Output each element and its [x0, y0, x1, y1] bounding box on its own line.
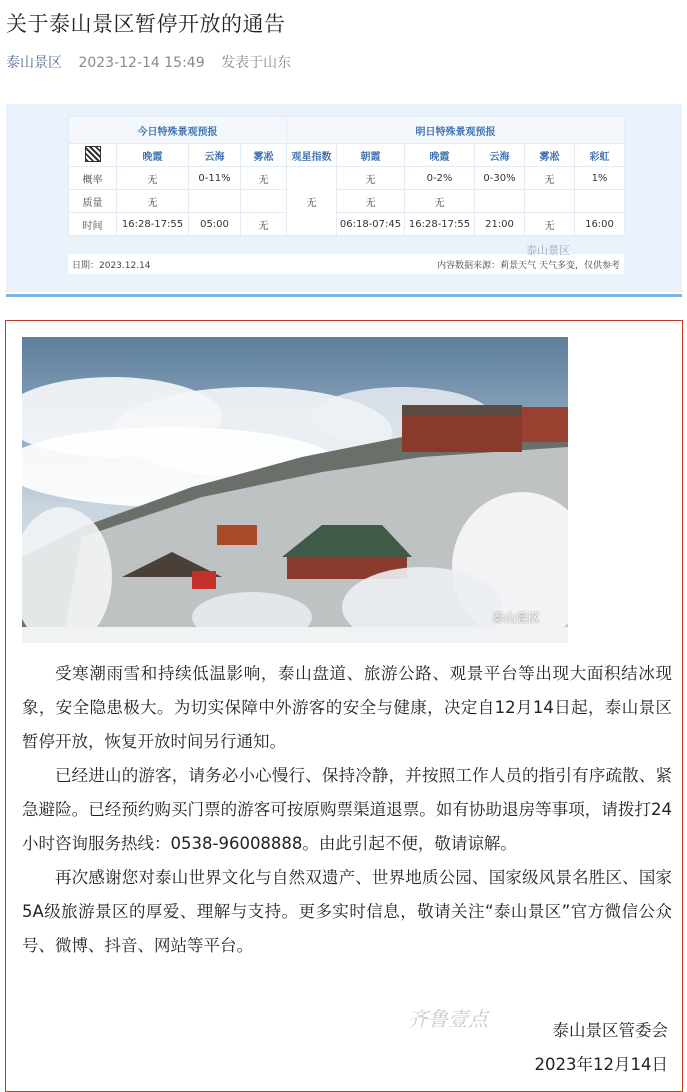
- table-cell: 无: [525, 167, 575, 190]
- signature: 泰山景区管委会: [552, 1021, 668, 1040]
- col-header: 晚霞: [117, 144, 189, 167]
- table-cell: 05:00: [189, 213, 241, 236]
- photo-watermark: 泰山景区: [492, 611, 541, 625]
- publish-datetime: 2023-12-14 15:49: [78, 55, 205, 71]
- table-cell: 1%: [575, 167, 625, 190]
- bottom-watermark: 齐鲁壹点: [408, 1007, 488, 1031]
- col-header: 彩虹: [575, 144, 625, 167]
- paragraph: 再次感谢您对泰山世界文化与自然双遗产、世界地质公园、国家级风景名胜区、国家5A级旅游景区的厚爱、理解与支持。更多实时信息，敬请关注“泰山景区”官方微信公众号、微博、抖音、网站等平台。: [22, 868, 672, 955]
- paragraph: 受寒潮雨雪和持续低温影响，泰山盘道、旅游公路、观景平台等出现大面积结冰现象，安全隐患极大。为切实保障中外游客的安全与健康，决定自12月14日起，泰山景区暂停开放，恢复开放时间另行通知。: [22, 664, 672, 751]
- col-header: 雾凇: [525, 144, 575, 167]
- table-cell: 0-2%: [405, 167, 475, 190]
- article-meta: [6, 52, 303, 72]
- divider: [6, 294, 682, 297]
- account-link[interactable]: 泰山景区: [6, 55, 62, 71]
- forecast-table: [68, 116, 625, 236]
- table-cell: [189, 190, 241, 213]
- col-header: 云海: [475, 144, 525, 167]
- forecast-panel: [6, 104, 682, 292]
- col-header: 观星指数: [287, 144, 337, 167]
- table-cell: 21:00: [475, 213, 525, 236]
- table-cell: 无: [117, 167, 189, 190]
- table-cell: [575, 190, 625, 213]
- table-cell: 无: [241, 167, 287, 190]
- table-cell: 06:18-07:45: [337, 213, 405, 236]
- table-cell: [475, 190, 525, 213]
- forecast-watermark: 泰山景区: [526, 244, 570, 257]
- notice-box: [5, 320, 683, 1092]
- table-cell: 16:28-17:55: [405, 213, 475, 236]
- sign-date: 2023年12月14日: [534, 1055, 668, 1074]
- table-cell: 16:00: [575, 213, 625, 236]
- col-header: 云海: [189, 144, 241, 167]
- table-cell: 无: [241, 213, 287, 236]
- row-label: 概率: [69, 167, 117, 190]
- col-header: 雾凇: [241, 144, 287, 167]
- forecast-date: 日期：2023.12.14: [72, 261, 151, 271]
- table-cell: 0-11%: [189, 167, 241, 190]
- table-cell: 0-30%: [475, 167, 525, 190]
- notice-body: [22, 657, 672, 963]
- qr-code-icon: [69, 144, 117, 167]
- publish-location: 发表于山东: [221, 55, 292, 71]
- table-cell: 无: [525, 213, 575, 236]
- table-cell: 无: [405, 190, 475, 213]
- table-row: [69, 190, 625, 213]
- article-title: 关于泰山景区暂停开放的通告: [6, 12, 286, 36]
- col-header: 朝霞: [337, 144, 405, 167]
- table-cell: 无: [117, 190, 189, 213]
- stargazing-index-value: 无: [287, 167, 337, 236]
- today-forecast-header: 今日特殊景观预报: [69, 117, 287, 144]
- col-header: 晚霞: [405, 144, 475, 167]
- row-label: 质量: [69, 190, 117, 213]
- row-label: 时间: [69, 213, 117, 236]
- paragraph: 已经进山的游客，请务必小心慢行、保持冷静，并按照工作人员的指引有序疏散、紧急避险。已经预约购买门票的游客可按原购票渠道退票。如有协助退房等事项，请拨打24小时咨询服务热线：0538-96008888。由此引起不便，敬请谅解。: [22, 766, 672, 853]
- table-cell: 无: [337, 167, 405, 190]
- forecast-source: 内容数据来源：莉景天气 天气多变，仅供参考: [437, 261, 620, 271]
- table-cell: [525, 190, 575, 213]
- table-cell: 无: [337, 190, 405, 213]
- table-cell: 16:28-17:55: [117, 213, 189, 236]
- table-row: [69, 213, 625, 236]
- mount-tai-snow-photo: [22, 337, 568, 643]
- tomorrow-forecast-header: 明日特殊景观预报: [287, 117, 625, 144]
- table-row: [69, 167, 625, 190]
- table-cell: [241, 190, 287, 213]
